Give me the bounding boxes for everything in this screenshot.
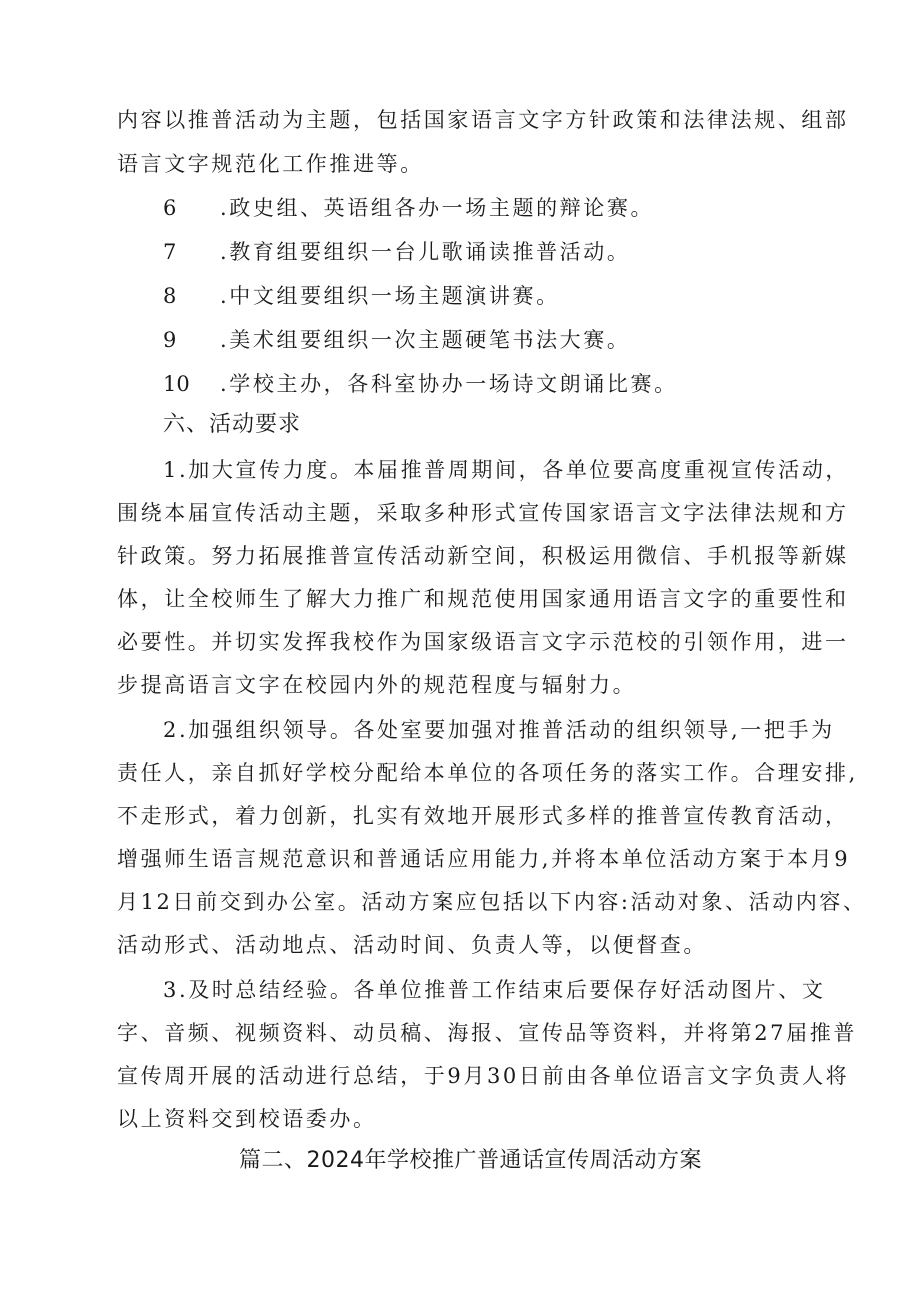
requirement-3-line: 3.及时总结经验。各单位推普工作结束后要保存好活动图片、文	[163, 978, 826, 1002]
list-item-text: .中文组要组织一场主题演讲赛。	[220, 284, 560, 308]
requirement-2-line: 责任人，亲自抓好学校分配给本单位的各项任务的落实工作。合理安排,	[117, 761, 858, 785]
requirement-2-line: 不走形式，着力创新，扎实有效地开展形式多样的推普宣传教育活动，	[117, 804, 849, 828]
requirement-1-line: 针政策。努力拓展推普宣传活动新空间，积极运用微信、手机报等新媒	[117, 544, 849, 568]
intro-line-2: 语言文字规范化工作推进等。	[117, 152, 424, 176]
list-item-number: 7	[163, 240, 177, 264]
requirement-1-line: 步提高语言文字在校园内外的规范程度与辐射力。	[117, 673, 637, 697]
requirement-2-line: 增强师生语言规范意识和普通话应用能力,并将本单位活动方案于本月9	[117, 847, 851, 871]
requirement-1-line: 围绕本届宣传活动主题，采取多种形式宣传国家语言文字法律法规和方	[117, 501, 849, 525]
requirement-2-line: 活动形式、活动地点、活动时间、负责人等，以便督查。	[117, 933, 707, 957]
list-item-text: .美术组要组织一次主题硬笔书法大赛。	[220, 328, 631, 352]
intro-line-1: 内容以推普活动为主题，包括国家语言文字方针政策和法律法规、组部	[117, 108, 849, 132]
requirement-2-line: 2.加强组织领导。各处室要加强对推普活动的组织领导,一把手为	[163, 718, 835, 742]
list-item-text: .学校主办，各科室协办一场诗文朗诵比赛。	[220, 372, 678, 396]
requirement-3-line: 字、音频、视频资料、动员稿、海报、宣传品等资料，并将第27届推普	[117, 1021, 857, 1045]
list-item-number: 8	[163, 284, 177, 308]
list-item-number: 10	[163, 372, 190, 396]
list-item-number: 6	[163, 196, 177, 220]
section-heading: 六、活动要求	[163, 412, 302, 437]
next-section-title: 篇二、2024年学校推广普通话宣传周活动方案	[239, 1148, 702, 1173]
list-item-text: .教育组要组织一台儿歌诵读推普活动。	[220, 240, 631, 264]
list-item-text: .政史组、英语组各办一场主题的辩论赛。	[220, 196, 655, 220]
requirement-3-line: 宣传周开展的活动进行总结，于9月30日前由各单位语言文字负责人将	[117, 1064, 850, 1088]
requirement-3-line: 以上资料交到校语委办。	[117, 1107, 377, 1131]
requirement-1-line: 必要性。并切实发挥我校作为国家级语言文字示范校的引领作用，进一	[117, 630, 849, 654]
requirement-1-line: 1.加大宣传力度。本届推普周期间，各单位要高度重视宣传活动，	[163, 458, 850, 482]
list-item-number: 9	[163, 328, 177, 352]
requirement-1-line: 体，让全校师生了解大力推广和规范使用国家通用语言文字的重要性和	[117, 587, 849, 611]
requirement-2-line: 月12日前交到办公室。活动方案应包括以下内容:活动对象、活动内容、	[117, 890, 867, 914]
